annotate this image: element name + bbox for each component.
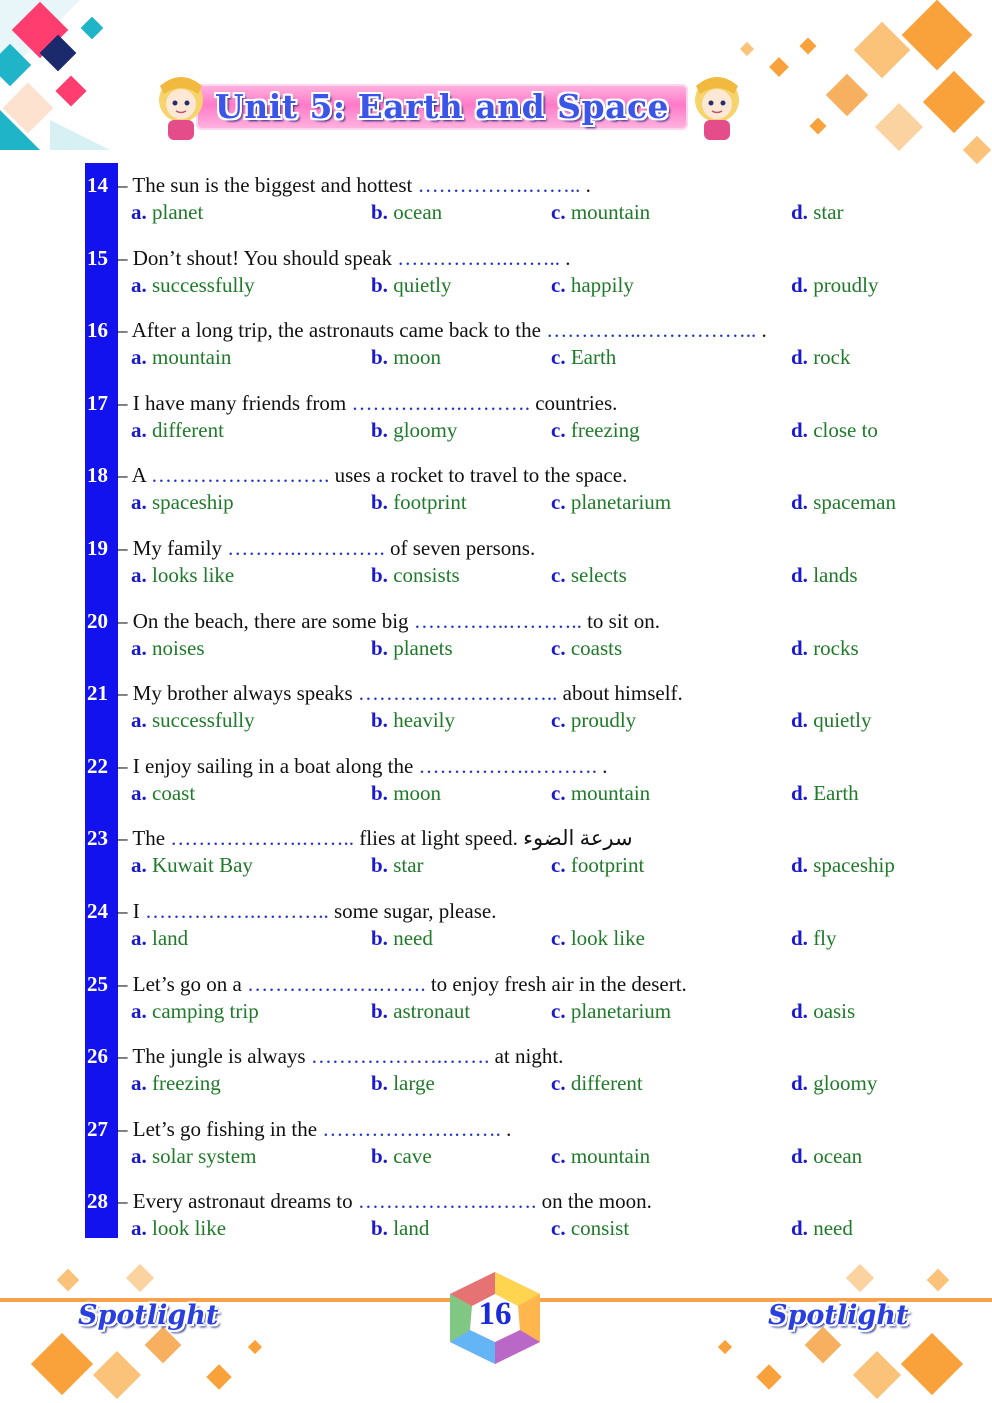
option-letter: c. [551, 417, 566, 442]
option-letter: a. [131, 490, 147, 515]
option-letter: d. [791, 635, 808, 660]
question-number: 22 [87, 753, 108, 778]
option-d[interactable] [791, 562, 858, 588]
question-item [87, 608, 967, 662]
option-letter: a. [131, 1071, 147, 1096]
option-text: planetarium [570, 490, 672, 515]
option-d[interactable] [791, 1215, 853, 1241]
option-c[interactable] [551, 998, 671, 1024]
question-item [87, 680, 967, 734]
answer-blank[interactable]: …………….…….. [417, 173, 586, 197]
question-stem-start: – On the beach, there are some big [117, 608, 414, 633]
option-a[interactable] [131, 562, 234, 588]
question-stem-end: . [761, 318, 767, 343]
option-b[interactable] [371, 199, 442, 225]
option-letter: a. [131, 200, 147, 224]
option-text: different [152, 417, 224, 442]
option-a[interactable] [131, 417, 224, 443]
option-text: planetarium [570, 998, 672, 1023]
question-stem-start: – The sun is the biggest and hottest [117, 173, 418, 197]
answer-blank[interactable]: …………….…….. [397, 245, 566, 270]
option-letter: a. [131, 998, 147, 1023]
option-text: Kuwait Bay [152, 853, 253, 878]
option-text: planets [393, 635, 453, 660]
option-b[interactable] [371, 344, 441, 370]
page-title: Unit 5: Earth and Space [214, 87, 670, 126]
option-letter: b. [371, 926, 388, 950]
option-a[interactable] [131, 344, 231, 370]
option-letter: a. [131, 780, 147, 805]
option-letter: d. [791, 998, 808, 1023]
option-letter: d. [791, 417, 808, 442]
option-text: close to [813, 417, 878, 442]
option-text: freezing [570, 417, 640, 442]
option-text: moon [393, 345, 442, 370]
option-text: gloomy [393, 417, 458, 442]
option-text: rocks [813, 635, 859, 660]
option-text: land [152, 926, 189, 950]
option-text: mountain [570, 780, 651, 805]
question-item [87, 172, 967, 226]
option-b[interactable] [371, 925, 433, 951]
option-d[interactable] [791, 925, 837, 951]
option-text: noises [152, 635, 205, 660]
option-text: Earth [813, 780, 859, 805]
option-letter: c. [551, 200, 566, 224]
option-letter: d. [791, 272, 808, 297]
option-a[interactable] [131, 489, 234, 515]
question-stem-start: – My brother always speaks [117, 681, 358, 706]
question-number: 27 [87, 1116, 108, 1141]
option-letter: b. [371, 708, 388, 733]
option-a[interactable] [131, 925, 188, 951]
option-d[interactable] [791, 272, 879, 298]
bottom-left-decoration [20, 1262, 290, 1403]
option-a[interactable] [131, 199, 203, 225]
option-text: footprint [393, 490, 467, 515]
girl-icon-left [150, 72, 212, 142]
option-letter: d. [791, 780, 808, 805]
option-text: land [393, 1216, 430, 1241]
question-stem-start: – I [117, 899, 145, 923]
option-letter: d. [791, 345, 808, 370]
question-stem-start: – Let’s go on a [117, 971, 248, 996]
option-text: cave [393, 1143, 432, 1168]
question-stem-end: to enjoy fresh air in the desert. [425, 971, 687, 996]
page-number: 16 [478, 1296, 512, 1332]
option-text: mountain [570, 200, 651, 224]
option-letter: c. [551, 926, 566, 950]
option-c[interactable] [551, 707, 636, 733]
option-d[interactable] [791, 780, 859, 806]
option-letter: b. [371, 272, 388, 297]
option-b[interactable] [371, 489, 467, 515]
option-letter: c. [551, 853, 566, 878]
question-stem-start: – After a long trip, the astronauts came back to the [117, 318, 547, 343]
question-stem-start: – Every astronaut dreams to [117, 1189, 358, 1214]
answer-blank[interactable]: …………..…………….. [546, 318, 762, 343]
option-letter: a. [131, 853, 147, 878]
option-c[interactable] [551, 1143, 650, 1169]
option-letter: c. [551, 272, 566, 297]
option-b[interactable] [371, 852, 424, 878]
option-c[interactable] [551, 417, 640, 443]
option-b[interactable] [371, 1215, 429, 1241]
option-text: consist [570, 1216, 630, 1241]
question-item [87, 317, 967, 371]
option-letter: c. [551, 1216, 566, 1241]
option-text: quietly [813, 708, 872, 733]
answer-blank[interactable]: ……………….……. [357, 1189, 537, 1214]
option-a[interactable] [131, 1215, 226, 1241]
option-text: look like [152, 1216, 227, 1241]
bottom-right-decoration [700, 1262, 992, 1403]
question-stem-start: – Don’t shout! You should speak [117, 245, 398, 270]
option-d[interactable] [791, 635, 859, 661]
option-letter: b. [371, 345, 388, 370]
option-c[interactable] [551, 1215, 629, 1241]
question-number: 25 [87, 971, 108, 996]
question-stem-end: about himself. [557, 681, 683, 706]
question-item [87, 245, 967, 299]
option-b[interactable] [371, 707, 455, 733]
option-b[interactable] [371, 780, 441, 806]
answer-blank[interactable]: ……….…………. [227, 536, 385, 560]
option-text: need [813, 1216, 853, 1241]
option-letter: b. [371, 200, 388, 224]
option-text: different [570, 1071, 643, 1096]
option-text: consists [393, 563, 460, 587]
option-b[interactable] [371, 635, 453, 661]
answer-blank[interactable]: …………..……….. [413, 608, 582, 633]
option-b[interactable] [371, 272, 452, 298]
question-item [87, 825, 967, 879]
option-letter: c. [551, 998, 566, 1023]
question-item [87, 971, 967, 1025]
option-c[interactable] [551, 1070, 643, 1096]
option-letter: d. [791, 708, 808, 733]
question-number: 24 [87, 899, 108, 923]
question-stem-end: on the moon. [536, 1189, 652, 1214]
option-text: freezing [152, 1071, 221, 1096]
question-item [87, 462, 967, 516]
option-d[interactable] [791, 489, 896, 515]
option-letter: d. [791, 1143, 808, 1168]
girl-icon-right [686, 72, 748, 142]
option-c[interactable] [551, 272, 634, 298]
question-item [87, 1116, 967, 1170]
option-c[interactable] [551, 562, 627, 588]
question-stem-end: . [506, 1116, 512, 1141]
answer-blank[interactable]: ……………….……. [247, 971, 426, 996]
option-text: ocean [813, 1143, 863, 1168]
question-stem-end: of seven persons. [384, 536, 536, 560]
question-stem-start: – I have many friends from [117, 390, 352, 415]
option-letter: b. [371, 1216, 388, 1241]
question-item [87, 535, 967, 589]
answer-blank[interactable]: …………….………. [150, 463, 330, 488]
question-stem-start: – Let’s go fishing in the [117, 1116, 323, 1141]
question-stem-end: countries. [529, 390, 618, 415]
option-text: footprint [570, 853, 645, 878]
option-text: selects [570, 563, 627, 587]
brand-left: Spotlight [78, 1300, 219, 1331]
option-letter: b. [371, 1143, 388, 1168]
option-text: rock [813, 345, 851, 370]
answer-blank[interactable]: ……………………….. [357, 681, 558, 706]
option-letter: b. [371, 490, 388, 515]
question-stem-start: – I enjoy sailing in a boat along the [117, 753, 419, 778]
question-stem-end: . [585, 173, 591, 197]
option-letter: c. [551, 1071, 566, 1096]
option-letter: c. [551, 563, 566, 587]
option-a[interactable] [131, 272, 255, 298]
option-text: heavily [393, 708, 455, 733]
top-left-decoration [0, 0, 120, 160]
question-stem-end: some sugar, please. [328, 899, 497, 923]
question-stem-start: – The [117, 826, 171, 851]
option-letter: a. [131, 1216, 147, 1241]
answer-blank[interactable]: ……………….……. [322, 1116, 507, 1141]
option-d[interactable] [791, 1070, 877, 1096]
option-letter: c. [551, 1143, 566, 1168]
question-number: 16 [87, 318, 108, 343]
brand-right: Spotlight [768, 1300, 909, 1331]
option-a[interactable] [131, 1143, 256, 1169]
option-letter: d. [791, 563, 808, 587]
option-text: fly [813, 926, 837, 950]
answer-blank[interactable]: ……………….…….. [170, 826, 355, 851]
answer-blank[interactable]: …………….………. [351, 390, 530, 415]
answer-blank[interactable]: …………….………. [418, 753, 603, 778]
option-letter: b. [371, 853, 388, 878]
option-text: gloomy [813, 1071, 878, 1096]
option-letter: b. [371, 417, 388, 442]
option-d[interactable] [791, 199, 844, 225]
option-a[interactable] [131, 780, 195, 806]
option-text: coast [152, 780, 196, 805]
option-d[interactable] [791, 707, 872, 733]
option-d[interactable] [791, 417, 878, 443]
option-text: star [813, 200, 844, 224]
option-letter: d. [791, 490, 808, 515]
question-number: 26 [87, 1044, 108, 1069]
option-letter: a. [131, 345, 147, 370]
option-d[interactable] [791, 1143, 862, 1169]
option-text: large [393, 1071, 435, 1096]
option-letter: d. [791, 1216, 808, 1241]
option-text: looks like [152, 563, 235, 587]
option-b[interactable] [371, 1143, 432, 1169]
option-letter: c. [551, 708, 566, 733]
option-letter: b. [371, 998, 388, 1023]
question-item [87, 753, 967, 807]
option-c[interactable] [551, 344, 616, 370]
option-letter: c. [551, 345, 566, 370]
option-c[interactable] [551, 925, 645, 951]
option-b[interactable] [371, 998, 470, 1024]
option-text: mountain [570, 1143, 651, 1168]
question-stem-start: – My family [117, 536, 228, 560]
option-letter: c. [551, 635, 566, 660]
option-text: look like [570, 926, 645, 950]
option-text: star [393, 853, 424, 878]
option-text: need [393, 926, 433, 950]
option-letter: a. [131, 926, 147, 950]
question-number: 18 [87, 463, 108, 488]
option-text: solar system [152, 1143, 257, 1168]
option-letter: a. [131, 563, 147, 587]
option-d[interactable] [791, 852, 895, 878]
option-text: lands [813, 563, 858, 587]
question-item [87, 898, 967, 952]
question-item [87, 1043, 967, 1097]
question-stem-end: . [565, 245, 571, 270]
option-letter: d. [791, 853, 808, 878]
option-letter: a. [131, 708, 147, 733]
option-text: camping trip [152, 998, 259, 1023]
option-letter: a. [131, 272, 147, 297]
question-stem-end: to sit on. [581, 608, 660, 633]
option-letter: b. [371, 1071, 388, 1096]
option-letter: b. [371, 563, 388, 587]
option-letter: a. [131, 417, 147, 442]
question-stem-start: – A [117, 463, 151, 488]
option-letter: b. [371, 635, 388, 660]
answer-blank[interactable]: ……………….……. [310, 1044, 490, 1069]
question-stem-start: – The jungle is always [117, 1044, 311, 1069]
option-c[interactable] [551, 635, 622, 661]
option-d[interactable] [791, 998, 855, 1024]
option-b[interactable] [371, 1070, 435, 1096]
option-letter: c. [551, 780, 566, 805]
question-number: 15 [87, 245, 108, 270]
option-text: astronaut [393, 998, 471, 1023]
question-stem-end: . [602, 753, 608, 778]
answer-blank[interactable]: …………….……….. [145, 899, 329, 923]
option-c[interactable] [551, 852, 644, 878]
option-letter: b. [371, 780, 388, 805]
option-letter: d. [791, 200, 808, 224]
question-number: 23 [87, 826, 108, 851]
question-number: 17 [87, 390, 108, 415]
option-text: spaceman [813, 490, 896, 515]
option-a[interactable] [131, 635, 205, 661]
top-right-decoration [712, 0, 992, 170]
question-item [87, 1188, 967, 1242]
option-letter: c. [551, 490, 566, 515]
option-d[interactable] [791, 344, 851, 370]
option-b[interactable] [371, 417, 457, 443]
option-letter: d. [791, 926, 808, 950]
option-text: mountain [152, 345, 232, 370]
option-letter: a. [131, 1143, 147, 1168]
option-text: proudly [570, 708, 637, 733]
question-number: 19 [87, 536, 108, 560]
question-item [87, 390, 967, 444]
option-letter: a. [131, 635, 147, 660]
question-number: 14 [87, 173, 108, 197]
option-text: spaceship [813, 853, 895, 878]
option-text: successfully [152, 708, 255, 733]
question-stem-end: at night. [489, 1044, 564, 1069]
option-c[interactable] [551, 199, 650, 225]
option-text: spaceship [152, 490, 234, 515]
option-a[interactable] [131, 998, 259, 1024]
option-text: oasis [813, 998, 856, 1023]
option-c[interactable] [551, 489, 671, 515]
question-number: 20 [87, 608, 108, 633]
option-c[interactable] [551, 780, 650, 806]
option-text: ocean [393, 200, 443, 224]
option-text: quietly [393, 272, 452, 297]
option-a[interactable] [131, 707, 255, 733]
question-stem-end: uses a rocket to travel to the space. [329, 463, 628, 488]
option-b[interactable] [371, 562, 460, 588]
question-number: 21 [87, 681, 108, 706]
option-text: moon [393, 780, 442, 805]
option-a[interactable] [131, 852, 253, 878]
option-text: planet [152, 200, 204, 224]
option-text: happily [570, 272, 634, 297]
option-letter: d. [791, 1071, 808, 1096]
option-text: Earth [570, 345, 617, 370]
question-number: 28 [87, 1189, 108, 1214]
option-text: proudly [813, 272, 879, 297]
option-a[interactable] [131, 1070, 221, 1096]
option-text: coasts [570, 635, 623, 660]
question-stem-end: flies at light speed. سرعة الضوء [354, 826, 633, 851]
option-text: successfully [152, 272, 255, 297]
